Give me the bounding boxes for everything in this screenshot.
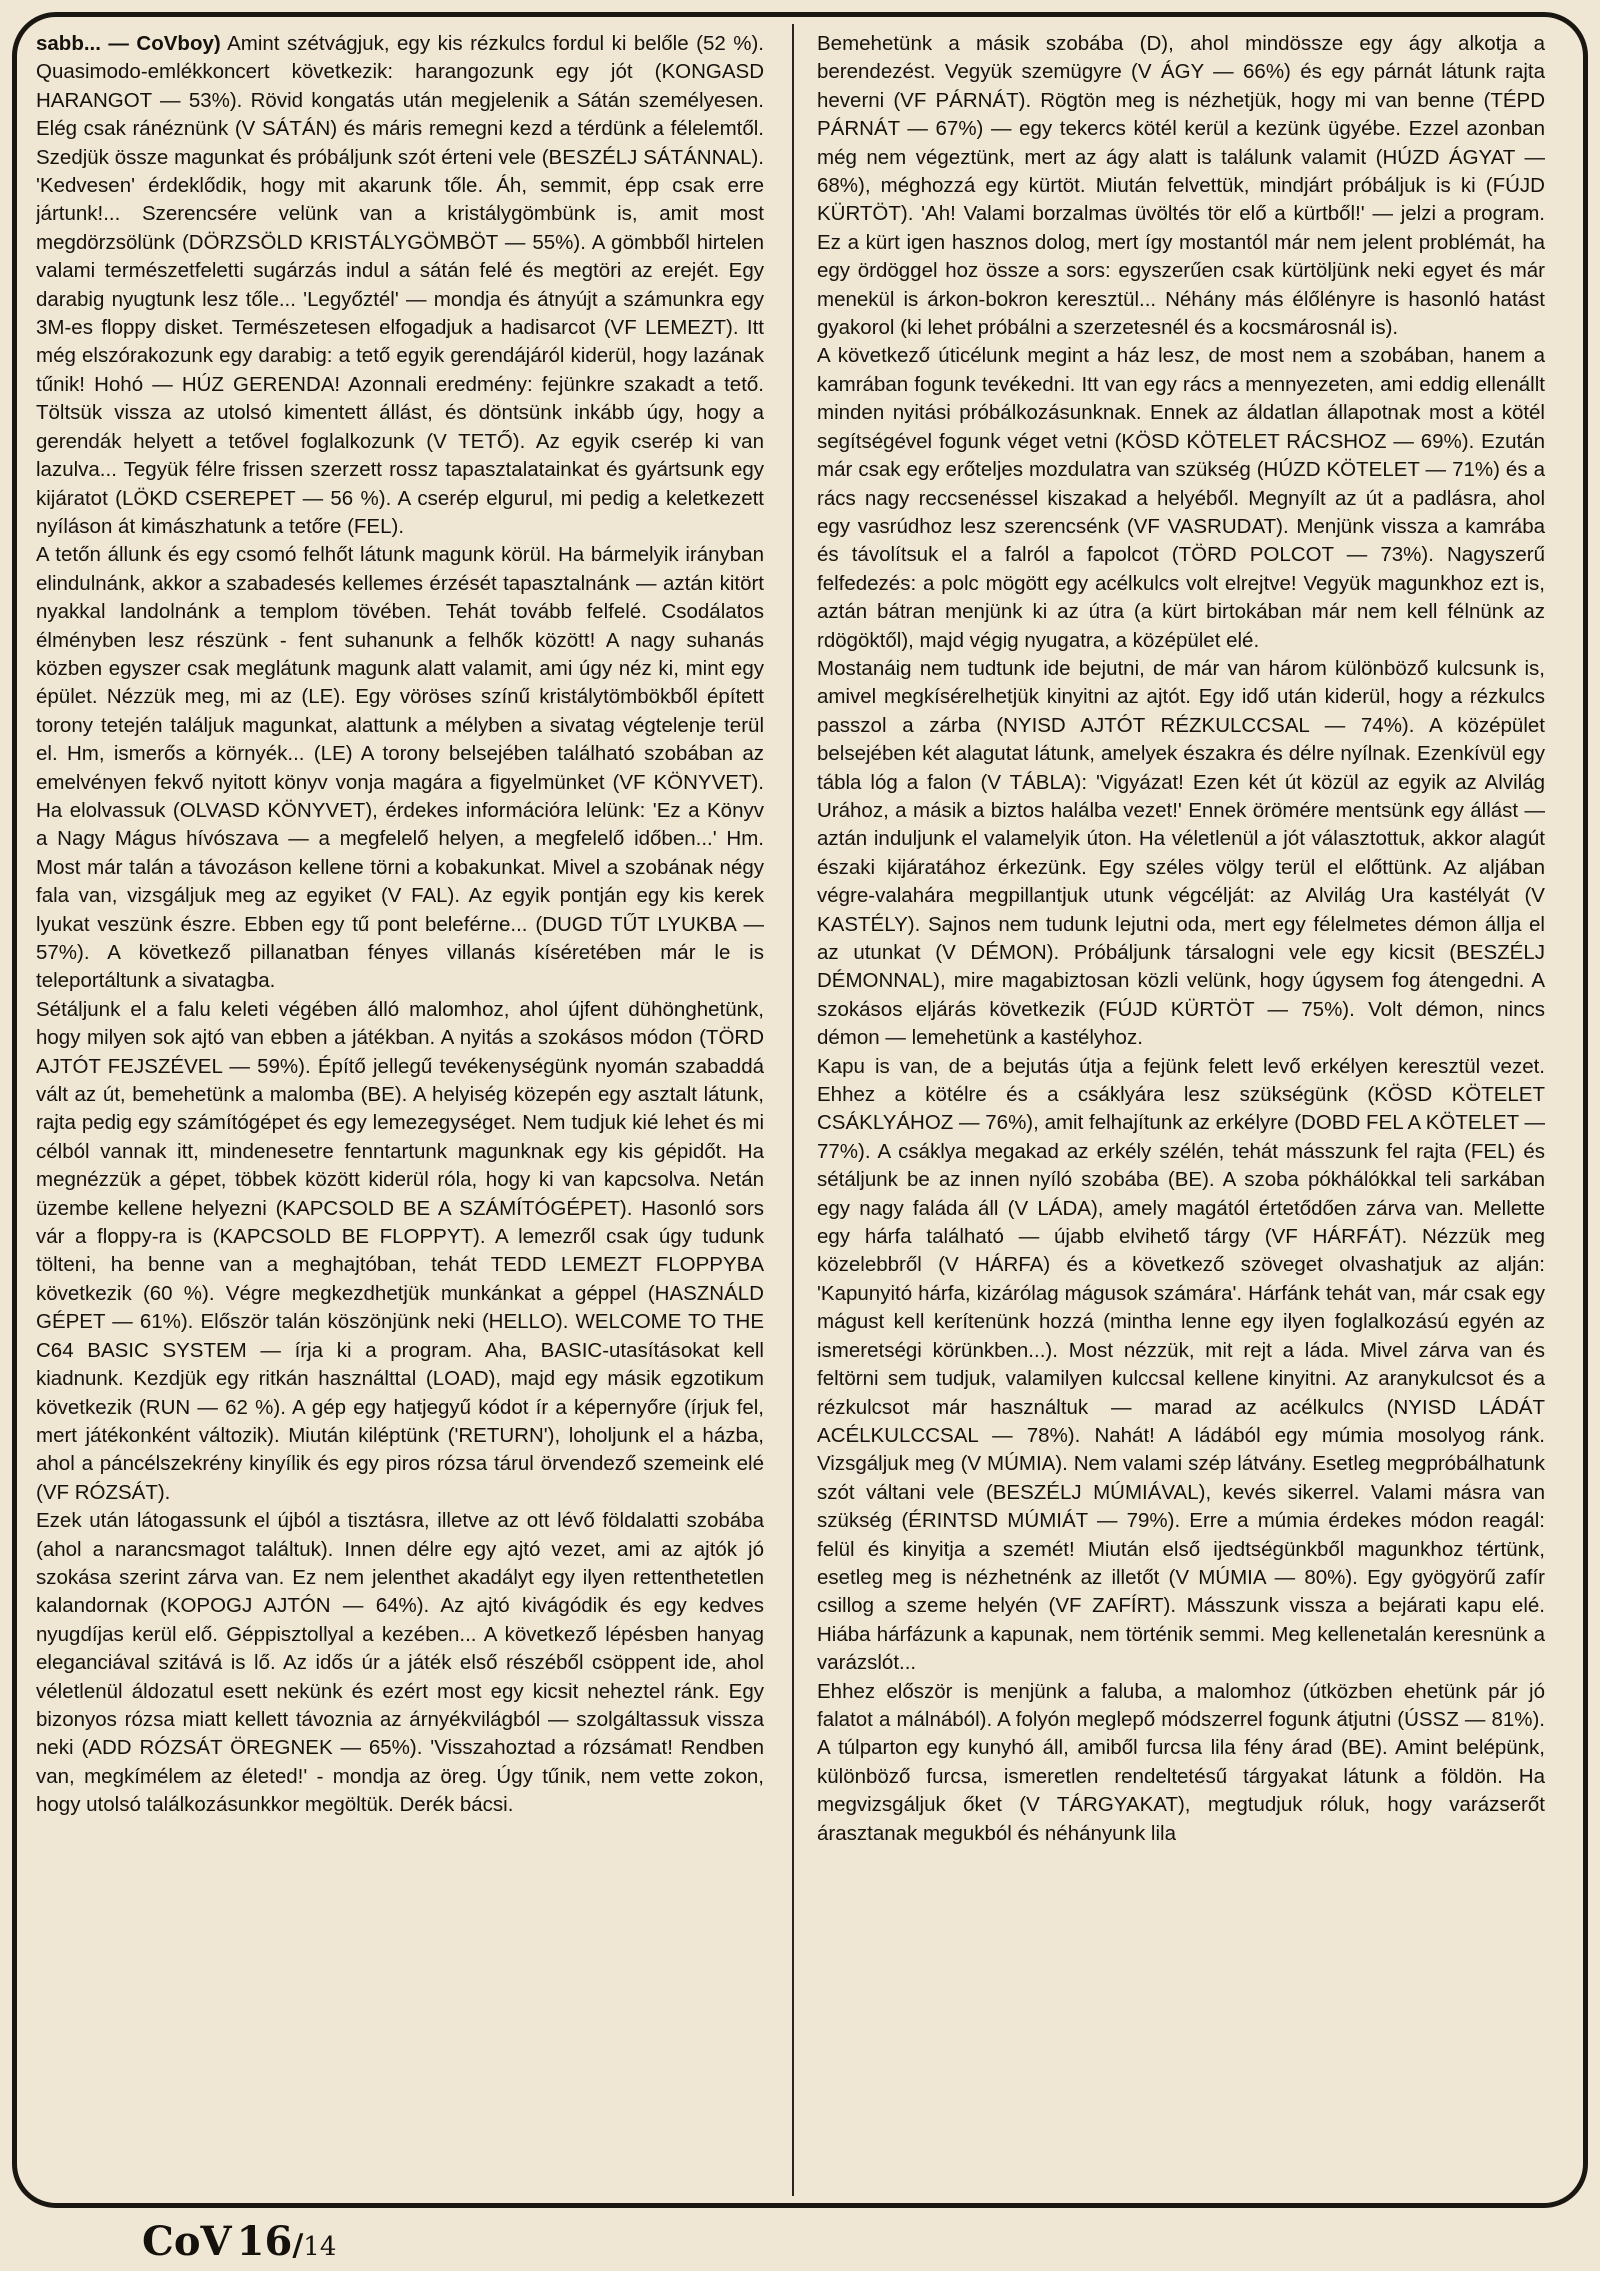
- column-divider: [792, 24, 794, 2196]
- paragraph: Kapu is van, de a bejutás útja a fejünk felett levő erkélyen keresztül vezet. Ehhez a kötélre és a csáklyára lesz szükségünk (KÖSD KÖTELET CSÁKLYÁHOZ — 76%), amit felhajítunk az erkélyre (DOBD FEL A KÖTELET — 77%). A csáklya megakad az erkély szélén, tehát másszunk fel rajta (FEL) és sétáljunk be az innen nyíló szobába (BE). A szoba pókhálókkal teli sarkában egy nagy faláda áll (V LÁDA), amely magától értetődően zárva van. Mellette egy hárfa található — újabb elvihető tárgy (VF HÁRFÁT). Nézzük meg közelebbről (V HÁRFA) és a következő szöveget olvashatjuk az alján: 'Kapunyitó hárfa, kizárólag mágusok számára'. Hárfánk tehát van, már csak egy mágust kell kerítenünk hozzá (mintha lenne egy ilyen foglalkozású egyén az ismeretségi körünkben...). Most nézzük, mit rejt a láda. Mivel zárva van és feltörni sem tudjuk, valamilyen kulccsal kellene kinyitni. Az aranykulcsot és a rézkulcsot már használtuk — marad az acélkulcs (NYISD LÁDÁT ACÉLKULCCSAL — 78%). Nahát! A ládából egy múmia mosolyog ránk. Vizsgáljuk meg (V MÚMIA). Nem valami szép látvány. Esetleg megpróbálhatunk szót váltani vele (BESZÉLJ MÚMIÁVAL), kevés sikerrel. Valami másra van szükség (ÉRINTSD MÚMIÁT — 79%). Erre a múmia érdekes módon reagál: felül és kinyitja a szemét! Miután első ijedtségünkből magunkhoz tértünk, esetleg meg is nézhetnénk az illetőt (V MÚMIA — 80%). Egy gyögyörű zafír csillog a szeme helyén (VF ZAFÍRT). Másszunk vissza a bejárati kapu elé. Hiába hárfázunk a kapunak, nem történik semmi. Meg kellenetalán keresnünk a varázslót...: [817, 1054, 1545, 1675]
- paragraph: Ezek után látogassunk el újból a tisztásra, illetve az ott lévő földalatti szobába (ahol a narancsmagot találtuk). Innen délre egy ajtó vezet, ami az ajtók jó szokása szerint zárva van. Ez nem jelenthet akadályt egy ilyen rettenthetetlen kalandornak (KOPOGJ AJTÓN — 64%). Az ajtó kivágódik és egy kedves nyugdíjas kerül elő. Géppisztollyal a kezében... A következő lépésben hanyag eleganciával szitává is lő. Az idős úr a játék első részéből csöppent ide, ahol véletlenül áldozatul esett nekünk és ezért most egy kicsit neheztel ránk. Egy bizonyos rózsa miatt kellett távoznia az árnyékvilágból — szolgáltassuk vissza neki (ADD RÓZSÁT ÖREGNEK — 65%). 'Visszahoztad a rózsámat! Rendben van, megkímélem az életed!' - mondja az öreg. Úgy tűnik, nem vette zokon, hogy utolsó találkozásunkkor megöltük. Derék bácsi.: [36, 1509, 764, 1817]
- footer-slash: /: [292, 2228, 304, 2263]
- paragraph: [36, 30, 764, 541]
- lead-in: sabb... — CoVboy): [36, 32, 221, 55]
- paragraph: A következő úticélunk megint a ház lesz, de most nem a szobában, hanem a kamrában fogunk tevékedni. Itt van egy rács a mennyezeten, ami eddig ellenállt minden nyitási próbálkozásunknak. Ennek az áldatlan állapotnak most a kötél segítségével fogunk véget vetni (KÖSD KÖTELET RÁCSHOZ — 69%). Ezután már csak egy erőteljes mozdulatra van szükség (HÚZD KÖTELET — 71%) és a rács nagy reccsenéssel kiszakad a helyéből. Megnyílt az út a padlásra, ahol egy vasrúdhoz lesz szerencsénk (VF VASRUDAT). Menjünk vissza a kamrába és távolítsuk el a falról a fapolcot (TÖRD POLCOT — 73%). Nagyszerű felfedezés: a polc mögött egy acélkulcs volt elrejtve! Vegyük magunkhoz ezt is, aztán bátran menjünk ki az útra (a kürt birtokában már nem kell félnünk az rdögöktől), majd végig nyugatra, a középület elé.: [817, 344, 1545, 652]
- paragraph: Mostanáig nem tudtunk ide bejutni, de már van három különböző kulcsunk is, amivel megkísérelhetjük kinyitni az ajtót. Egy idő után kiderül, hogy a rézkulcs passzol a zárba (NYISD AJTÓT RÉZKULCCSAL — 74%). A középület belsejében két alagutat látunk, amelyek északra és délre nyílnak. Ezenkívül egy tábla lóg a falon (V TÁBLA): 'Vigyázat! Ezen két út közül az egyik az Alvilág Urához, a másik a biztos halálba vezet!' Ennek örömére mentsünk egy állást — aztán induljunk el valamelyik úton. Ha véletlenül a jót választottuk, akkor alagút északi kijáratához érkezünk. Egy széles völgy terül el előttünk. Az aljában végre-valahára megpillantjuk utunk végcélját: az Alvilág Ura kastélyát (V KASTÉLY). Sajnos nem tudunk lejutni oda, mert egy félelmetes démon állja el az utunkat (V DÉMON). Próbáljunk társalogni vele egy kicsit (BESZÉLJ DÉMONNAL), mire magabiztosan közli velünk, hogy úgysem fog átengedni. A szokásos eljárás következik (FÚJD KÜRTÖT — 75%). Volt démon, nincs démon — lemehetünk a kastélyhoz.: [817, 656, 1545, 1050]
- paragraph: A tetőn állunk és egy csomó felhőt látunk magunk körül. Ha bármelyik irányban elindulnánk, akkor a szabadesés kellemes érzését tapasztalnánk — aztán kitört nyakkal landolnánk a templom tövében. Tehát tovább felfelé. Csodálatos élményben lesz részünk - fent suhanunk a felhők között! A nagy suhanás közben egyszer csak meglátunk magunk alatt valamit, ami úgy néz ki, mint egy épület. Nézzük meg, mi az (LE). Egy vöröses színű kristálytömbökből épített torony tetején találjuk magunkat, alattunk a mélyben a sivatag végtelenje terül el. Hm, ismerős a környék... (LE) A torony belsejében található szobában az emelvényen fekvő nyitott könyv vonja magára a figyelmünket (VF KÖNYVET). Ha elolvassuk (OLVASD KÖNYVET), érdekes információra lelünk: 'Ez a Könyv a Nagy Mágus hívószava — a megfelelő helyen, a megfelelő időben...' Hm. Most már talán a távozáson kellene törni a kobakunkat. Mivel a szobának négy fala van, vizsgáljuk meg az egyiket (V FAL). Az egyik pontján egy kis kerek lyukat veszünk észre. Ebben egy tű pont beleférne... (DUGD TŰT LYUKBA — 57%). A következő pillanatban fényes villanás kíséretében már le is teleportáltunk a sivatagba.: [36, 543, 764, 993]
- page-number: 14: [303, 2232, 337, 2262]
- article-column-left: [36, 30, 764, 2180]
- paragraph-text: Amint szétvágjuk, egy kis rézkulcs fordul ki belőle (52 %). Quasimodo-emlékkoncert következik: harangozunk egy jót (KONGASD HARANGOT — 53%). Rövid kongatás után megjelenik a Sátán személyesen. Elég csak ránéznünk (V SÁTÁN) és máris remegni kezd a térdünk a félelemtől. Szedjük össze magunkat és próbáljunk szót érteni vele (BESZÉLJ SÁTÁNNAL). 'Kedvesen' érdeklődik, hogy mit akarunk tőle. Áh, semmit, épp csak erre jártunk!... Szerencsére velünk van a kristálygömbünk is, amit most megdörzsölünk (DÖRZSÖLD KRISTÁLYGÖMBÖT — 55%). A gömbből hirtelen valami természetfeletti sugárzás indul a sátán felé és megtöri az erejét. Egy darabig nyugtunk lesz tőle... 'Legyőztél' — mondja és átnyújt a számunkra egy 3M-es floppy disket. Természetesen elfogadjuk a hadisarcot (VF LEMEZT). Itt még elszórakozunk egy darabig: a tető egyik gerendájáról kiderül, hogy lazának tűnik! Hohó — HÚZ GERENDA! Azonnali eredmény: fejünkre szakadt a tető. Töltsük vissza az utolsó kimentett állást, és döntsünk inkább úgy, hogy a gerendák helyett a tetővel foglalkozunk (V TETŐ). Az egyik cserép ki van lazulva... Tegyük félre frissen szerzett rossz tapasztalatainkat és gyártsunk egy kijáratot (LÖKD CSEREPET — 56 %). A cserép elgurul, mi pedig a keletkezett nyíláson át kimászhatunk a tetőre (FEL).: [36, 32, 764, 538]
- article-column-right: [817, 30, 1545, 2180]
- paragraph: Bemehetünk a másik szobába (D), ahol mindössze egy ágy alkotja a berendezést. Vegyük szemügyre (V ÁGY — 66%) és egy párnát látunk rajta heverni (VF PÁRNÁT). Rögtön meg is nézhetjük, hogy mi van benne (TÉPD PÁRNÁT — 67%) — egy tekercs kötél kerül a kezünk ügyébe. Ezzel azonban még nem végeztünk, mert az ágy alatt is találunk valamit (HÚZD ÁGYAT — 68%), méghozzá egy kürtöt. Miután felvettük, mindjárt próbáljuk is ki (FÚJD KÜRTÖT). 'Ah! Valami borzalmas üvöltés tör elő a kürtből!' — jelzi a program. Ez a kürt igen hasznos dolog, mert így mostantól már nem jelent problémát, ha egy ördöggel hoz össze a sors: egyszerűen csak kürtöljünk neki egyet és már menekül is árkon-bokron keresztül... Néhány más élőlényre is hasonló hatást gyakorol (ki lehet próbálni a szerzetesnél és a kocsmárosnál is).: [817, 32, 1545, 340]
- paragraph: Ehhez először is menjünk a faluba, a malomhoz (útközben ehetünk pár jó falatot a málnából). A folyón meglepő módszerrel fogunk átjutni (ÚSSZ — 81%). A túlparton egy kunyhó áll, amiből furcsa lila fény árad (BE). Amint belépünk, különböző furcsa, ismeretlen rendeltetésű tárgyakat látunk a földön. Ha megvizsgáljuk őket (V TÁRGYAKAT), megtudjuk róluk, hogy varázserőt árasztanak megukból és néhányunk lila: [817, 1679, 1545, 1845]
- page-footer: [142, 2218, 336, 2265]
- magazine-name: CoV: [142, 2218, 232, 2265]
- issue-number: 16: [236, 2218, 293, 2265]
- paragraph: Sétáljunk el a falu keleti végében álló malomhoz, ahol újfent dühönghetünk, hogy milyen sok ajtó van ebben a játékban. A nyitás a szokásos módon (TÖRD AJTÓT FEJSZÉVEL — 59%). Építő jellegű tevékenységünk nyomán szabaddá vált az út, bemehetünk a malomba (BE). A helyiség közepén egy asztalt látunk, rajta pedig egy számítógépet és egy lemezegységet. Nem tudjuk kié lehet és mi célból vannak itt, mindenesetre fenntartunk magunknak egy kis gépidőt. Ha megnézzük a gépet, többek között kiderül róla, hogy ki van kapcsolva. Netán üzembe kellene helyezni (KAPCSOLD BE A SZÁMÍTÓGÉPET). Hasonló sors vár a floppy-ra is (KAPCSOLD BE FLOPPYT). A lemezről csak úgy tudunk tölteni, ha benne van a meghajtóban, tehát TEDD LEMEZT FLOPPYBA következik (60 %). Végre megkezdhetjük munkánkat a géppel (HASZNÁLD GÉPET — 61%). Először talán köszönjünk neki (HELLO). WELCOME TO THE C64 BASIC SYSTEM — írja ki a program. Aha, BASIC-utasításokat kell kiadnunk. Kezdjük egy ritkán használttal (LOAD), majd egy másik egzotikum következik (RUN — 62 %). A gép egy hatjegyű kódot ír a képernyőre (írjuk fel, mert játékonként változik). Miután kiléptünk ('RETURN'), loholjunk el a házba, ahol a páncélszekrény kinyílik és egy piros rózsa tárul örvendező szemeink elé (VF RÓZSÁT).: [36, 997, 764, 1504]
